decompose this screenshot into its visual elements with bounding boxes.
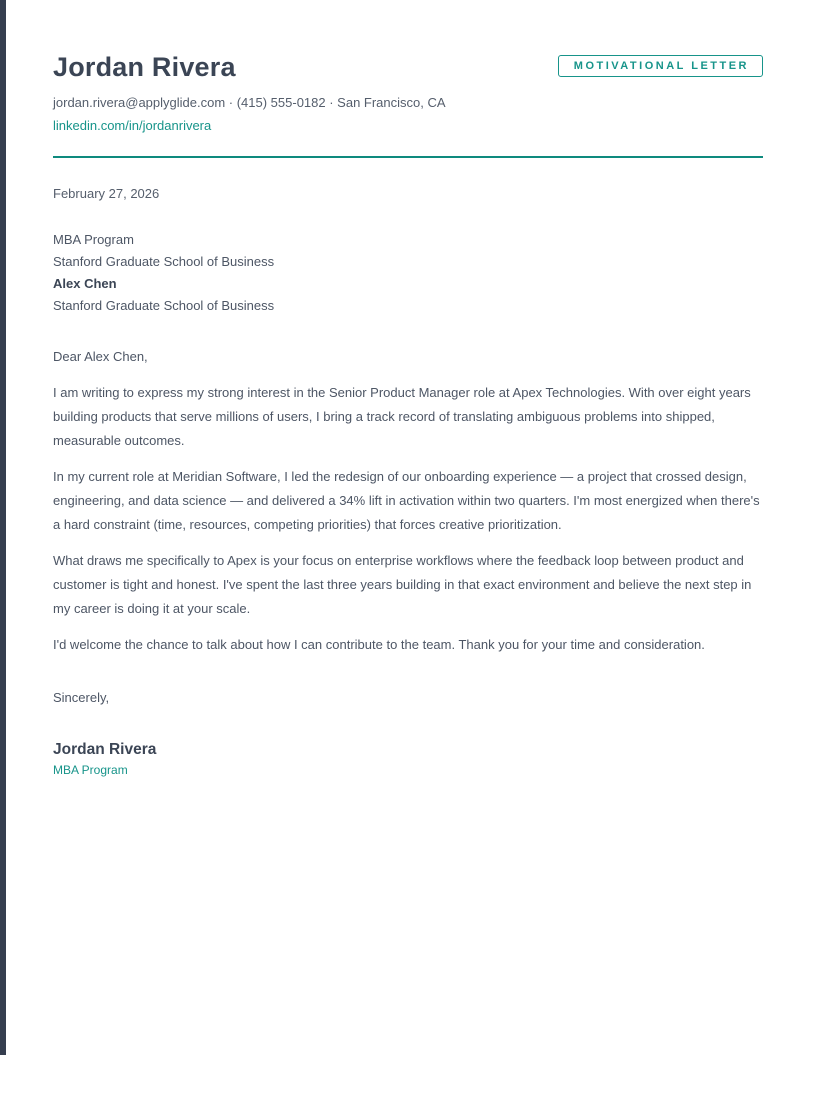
- recipient-line: Stanford Graduate School of Business: [53, 254, 275, 269]
- signature-role-link[interactable]: MBA Program: [53, 763, 128, 777]
- letter-paragraph: In my current role at Meridian Software, I led the redesign of our onboarding experience — a project that crossed design, engineering, and data science — and delivered a 34% lift in activation within two quarters. I'm most energized when there's a hard constraint (time, resources, competing priorities) that forces creative prioritization.: [53, 469, 760, 532]
- letter-paragraph: What draws me specifically to Apex is your focus on enterprise workflows where the feedback loop between product and customer is tight and honest. I've spent the last three years building in that exact environment and believe the next step in my career is doing it at your scale.: [53, 553, 752, 616]
- letter-date: February 27, 2026: [53, 186, 160, 201]
- header-identity: [53, 52, 446, 135]
- closing-line: Sincerely,: [53, 690, 110, 705]
- letter-header: [53, 52, 763, 135]
- linkedin-link[interactable]: linkedin.com/in/jordanrivera: [53, 118, 212, 133]
- page-accent-bar: [0, 0, 6, 1055]
- recipient-line: MBA Program: [53, 232, 134, 247]
- recipient-address-block: [53, 229, 763, 317]
- salutation: Dear Alex Chen,: [53, 349, 148, 364]
- signature-name: Jordan Rivera: [53, 741, 157, 758]
- letter-paragraph: I am writing to express my strong interest in the Senior Product Manager role at Apex Technologies. With over eight years building products that serve millions of users, I bring a track record of translating ambiguous problems into shipped, measurable outcomes.: [53, 385, 751, 448]
- recipient-line: Stanford Graduate School of Business: [53, 298, 275, 313]
- letter-paragraph: I'd welcome the chance to talk about how I can contribute to the team. Thank you for your time and consideration.: [53, 637, 705, 652]
- recipient-name: Alex Chen: [53, 276, 117, 291]
- page-title: Jordan Rivera: [53, 52, 236, 82]
- header-divider: [53, 156, 763, 158]
- document-type-badge: MOTIVATIONAL LETTER: [558, 55, 763, 77]
- contact-info: jordan.rivera@applyglide.com · (415) 555-0182 · San Francisco, CA: [53, 95, 446, 110]
